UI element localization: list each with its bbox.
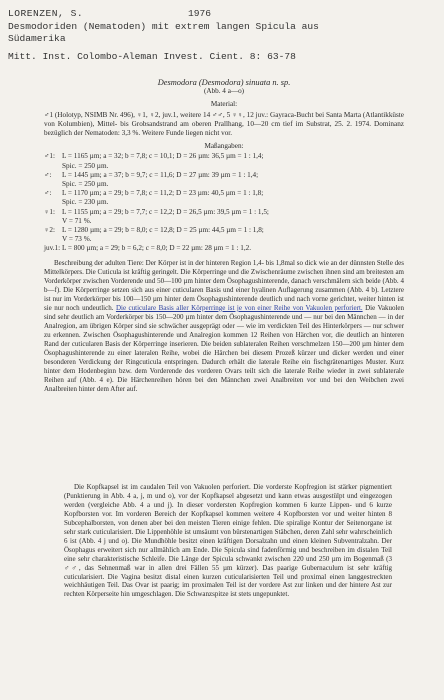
- measurement-extra: V = 73 %.: [62, 235, 92, 244]
- citation-header: [8, 8, 438, 63]
- species-title: Desmodora (Desmodora) sinuata n. sp.: [157, 78, 291, 87]
- measurements-block: [44, 142, 404, 253]
- measurement-symbol: ♂:: [44, 189, 52, 198]
- paper-title-line-1: Desmodoriden (Nematoden) mit extrem langen Spicula aus: [8, 20, 319, 32]
- description-paragraph: [44, 259, 404, 395]
- highlighted-sentence: Die cuticulare Basis aller Körperringe ist je von einer Reihe von Vakuolen perforiert.: [115, 303, 363, 312]
- measurement-symbol: ♀2:: [44, 226, 55, 235]
- measurement-values: L = 1170 µm; a = 29; b = 7,8; c = 11,2; D = 23 µm: 40,5 µm = 1 : 1,8;: [62, 189, 264, 198]
- measurement-symbol: juv.1:: [44, 244, 61, 253]
- material-text: ♂1 (Holotyp, NSIMB Nr. 496), ♀1, ♀2, juv.1, weitere 14 ♂♂, 5 ♀♀, 12 juv.: Gayraca-Bucht bei Santa Marta (Atlantikküste von Kolumbien), Mittel- bis Grobsandstrand am oberen Prallhang, 10—20 cm tief im Substrat, 25. 2. 1974. Dominanz bezüglich der Nematoden: 3,3 %. Weitere Funde liegen nicht vor.: [44, 110, 404, 138]
- material-heading: Material:: [210, 100, 238, 109]
- measurement-symbol: ♀1:: [44, 207, 55, 216]
- measurement-values: L = 800 µm; a = 29; b = 6,2; c = 8,0; D = 22 µm: 28 µm = 1 : 1,2.: [62, 244, 252, 253]
- measurements-heading: Maßangaben:: [204, 142, 244, 151]
- author-name: LORENZEN, S.: [8, 8, 84, 19]
- measurement-symbol: ♂:: [44, 170, 52, 179]
- upper-text-column: [44, 78, 404, 394]
- measurement-values: L = 1155 µm; a = 29; b = 7,7; c = 12,2; D = 26,5 µm: 39,5 µm = 1 : 1,5;: [62, 207, 269, 216]
- measurement-values: L = 1165 µm; a = 32; b = 7,8; c = 10,1; D = 26 µm: 36,5 µm = 1 : 1,4;: [62, 152, 264, 161]
- continuation-column: [64, 483, 392, 599]
- measurement-symbol: ♂1:: [44, 152, 55, 161]
- measurement-extra: Spic. = 230 µm.: [62, 198, 109, 207]
- paper-title-line-2: Südamerika: [8, 33, 66, 44]
- publication-year: 1976: [188, 8, 212, 19]
- measurement-extra: V = 71 %.: [62, 216, 92, 225]
- description-text-2: Die Vakuolen sind sehr deutlich am Vorderkörper bis 150—200 µm hinter dem Ösophagushinterende und — nur bei den Männchen — in der Analregion, am übrigen Körper sind sie schwächer ausgeprägt oder — wie im verdickten Teil des Hinterkörpers — nur schwer zu erkennen. Zwischen Ösophagushinterende und Analregion kommen 12 Reihen von Härchen vor, die deutlich an hinteren Rand der cuticularen Basis der Körperringe inserieren. Die beiden sublateralen Reihen verschmelzen 150—200 µm hinter dem Ösophagushinterende zu einer lateralen Reihe, wobei die Härchen bei diesem Prozeß kürzer und dicker werden und einer besonderen Verdickung der Ringcuticula entspringen. Dadurch erhält die laterale Reihe ein fischgrätenartiges Muster. Kurz hinter dem Hodenbeginn bzw. dem Vorderende des vorderen Ovars teilt sich die laterale Reihe wieder in zwei sublaterale Reihen auf (Abb. 4 e). Die Härchenreihen hören bei den Männchen zwei Analbreiten vor und bei den Weibchen zwei Analbreiten hinter dem After auf.: [44, 303, 405, 394]
- journal-source: Mitt. Inst. Colombo-Aleman Invest. Cient. 8: 63-78: [8, 50, 296, 62]
- measurement-values: L = 1280 µm; a = 29; b = 8,0; c = 12,8; D = 25 µm: 44,5 µm = 1 : 1,8;: [62, 226, 264, 235]
- figure-reference: (Abb. 4 a—o): [203, 87, 245, 96]
- measurement-extra: Spic. = 250 µm.: [62, 180, 109, 189]
- measurement-values: L = 1445 µm; a = 37; b = 9,7; c = 11,6; D = 27 µm: 39 µm = 1 : 1,4;: [62, 170, 259, 179]
- measurement-extra: Spic. = 250 µm.: [62, 161, 109, 170]
- description-text-1: Beschreibung der adulten Tiere: Der Körper ist in der hinteren Region 1,4- bis 1,8mal so dick wie an der dünnsten Stelle des Mittelkörpers. Die Cuticula ist kräftig geringelt. Die Körperringe und die Zwischenräume zwischen ihnen sind am breitesten am Vorderkörper zwischen Vorderende und 50—100 µm hinter dem Ösophagushinterende, danach verschmälern sich beide (Abb. 4 b—f). Die Körperringe setzen sich aus einer cuticularen Basis und einer hyalinen Auflagerung zusammen (Abb. 4 b). Letztere ist nur im Vorderkörper bis 100—150 µm hinter dem Ösophagushinterende deutlich und nach vorne gerichtet, weiter hinten ist sie nur noch undeutlich.: [44, 258, 404, 312]
- continuation-paragraph: Die Kopfkapsel ist im caudalen Teil von Vakuolen perforiert. Die vorderste Kopfregion ist stärker pigmentiert (Punktierung in Abb. 4 a, j, m und o), vor der Kopfkapsel abgesetzt und kann etwas ausgestülpt und eingezogen werden (vergleiche Abb. 4 a und j). In dieser vordersten Kopfregion kommen 6 kurze Lippen- und 6 kurze Kopfborsten vor. Im vorderen Bereich der Kopfkapsel kommen weitere 4 Kopfborsten vor und weiter hinten 8 Subcephalborsten, von denen aber bei den meisten Tieren einige fehlen. Die spiralige Kontur der Seitenorgane ist sehr stark cuticularisiert. Die Lippenhöhle ist umsäumt von bürstenartigen Stäbchen, deren Zahl sehr wahrscheinlich 6 ist (Abb. 4 j und o). Die Mundhöhle besitzt einen kräftigen Dorsalzahn und einen kleinen Subventralzahn. Der Ösophagus erweitert sich nur allmählich am Ende. Die Spicula sind fadenförmig und beschreiben im distalen Teil eine sehr charakteristische Schleife. Die Länge der Spicula schwankt zwischen 220 und 250 µm im Bogenmaß (3 ♂♂, das Sehnenmaß war in allen drei Fällen 55 µm kürzer). Das paarige Gubernaculum ist sehr kräftig cuticularisiert. Die Vagina besitzt distal einen kurzen cuticularisierten Teil und proximal einen langgestreckten weichhäutigen Teil. Das Ovar ist paarig; im proximalen Teil ist der vordere Ast zur linken und der hintere Ast zur rechten Körperseite hin umgeschlagen. Die Schwanzspitze ist stets ungepunktet.: [64, 483, 392, 599]
